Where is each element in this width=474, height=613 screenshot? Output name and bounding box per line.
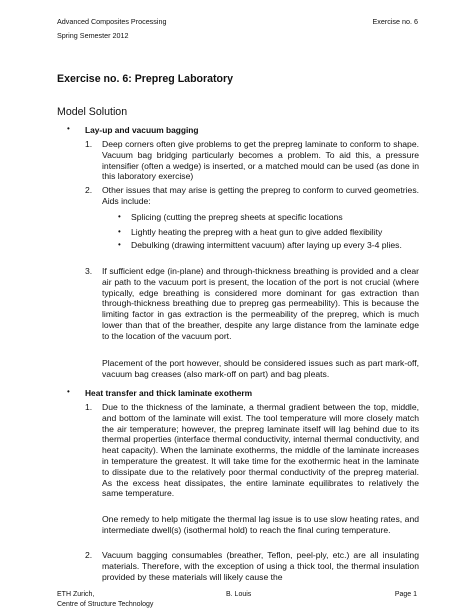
footer-left-1: ETH Zurich, (57, 591, 95, 598)
header-semester: Spring Semester 2012 (57, 31, 129, 40)
footer-author: B. Louis (226, 591, 252, 598)
aid-item: Splicing (cutting the prepreg sheets at specific locations (131, 212, 343, 222)
header-course: Advanced Composites Processing (57, 17, 167, 26)
footer-page: Page 1 (394, 591, 417, 598)
heat-item-1-paragraph: One remedy to help mitigate the thermal lag issue is to use slow heating rates, and intermediate dwell(s) (isothermal hold) to reach the final curing temperature. (102, 514, 419, 535)
bullet-icon: • (67, 387, 70, 396)
layup-item-3-paragraph: Placement of the port however, should be considered issues such as part mark-off, vacuum bag creases (also mark-off on part) and bag pleats. (102, 358, 419, 379)
item-number: 2. (85, 185, 93, 195)
layup-item-1: Deep corners often give problems to get the prepreg laminate to conform to shape. Vacuum bag bridging particularly becomes a problem. To aid this, a pressure intensifier (often a wedge) is inserted, or a matched mould can be used (as done in this laboratory exercise) (102, 139, 419, 182)
layup-heading: Lay-up and vacuum bagging (85, 125, 199, 135)
aid-item: Lightly heating the prepreg with a heat gun to give added flexibility (131, 227, 383, 237)
item-number: 3. (85, 266, 93, 276)
heat-item-1: Due to the thickness of the laminate, a thermal gradient between the top, middle, and bottom of the laminate will exist. The tool temperature will more closely match the air temperature; however, the prepreg laminate itself will lag behind due to its thermal properties (interface thermal conductivity, internal thermal conductivity, and heat capacity). When the laminate exotherms, the middle of the laminate increases in temperature the greatest. It will take time for the exothermic heat in the laminate to dissipate due to the relatively poor thermal conductivity of the prepreg material. As the excess heat dissipates, the entire laminate equilibrates to relatively the same temperature. (102, 402, 419, 499)
aid-item: Debulking (drawing intermittent vacuum) after laying up every 3-4 plies. (131, 240, 402, 250)
item-number: 2. (85, 550, 93, 560)
header-exercise: Exercise no. 6 (372, 17, 418, 26)
layup-item-3: If sufficient edge (in-plane) and through-thickness breathing is provided and a clear air path to the vacuum port is present, the location of the port is not crucial (where typically, edge breathing is considered more dominant for gas extraction than through-thickness breathing due to prepreg gas permeability). This is because the limiting factor in gas extraction is the permeability of the prepreg, which is much lower than that of the breather, despite any large distance from the laminate edge to the location of the vacuum port. (102, 266, 419, 341)
bullet-icon: • (118, 240, 121, 249)
heat-item-2: Vacuum bagging consumables (breather, Teflon, peel-ply, etc.) are all insulating materials. Therefore, with the exception of using a thick tool, the thermal insulation provided by these materials will likely cause the (102, 550, 419, 582)
section-title: Model Solution (57, 106, 128, 118)
footer-left-2: Centre of Structure Technology (57, 601, 154, 608)
page-title: Exercise no. 6: Prepreg Laboratory (57, 73, 234, 85)
bullet-icon: • (67, 124, 70, 133)
item-number: 1. (85, 139, 93, 149)
item-number: 1. (85, 402, 93, 412)
heat-heading: Heat transfer and thick laminate exotherm (85, 388, 253, 398)
layup-item-2: Other issues that may arise is getting the prepreg to conform to curved geometries. Aids include: (102, 185, 419, 206)
bullet-icon: • (118, 212, 121, 221)
bullet-icon: • (118, 227, 121, 236)
